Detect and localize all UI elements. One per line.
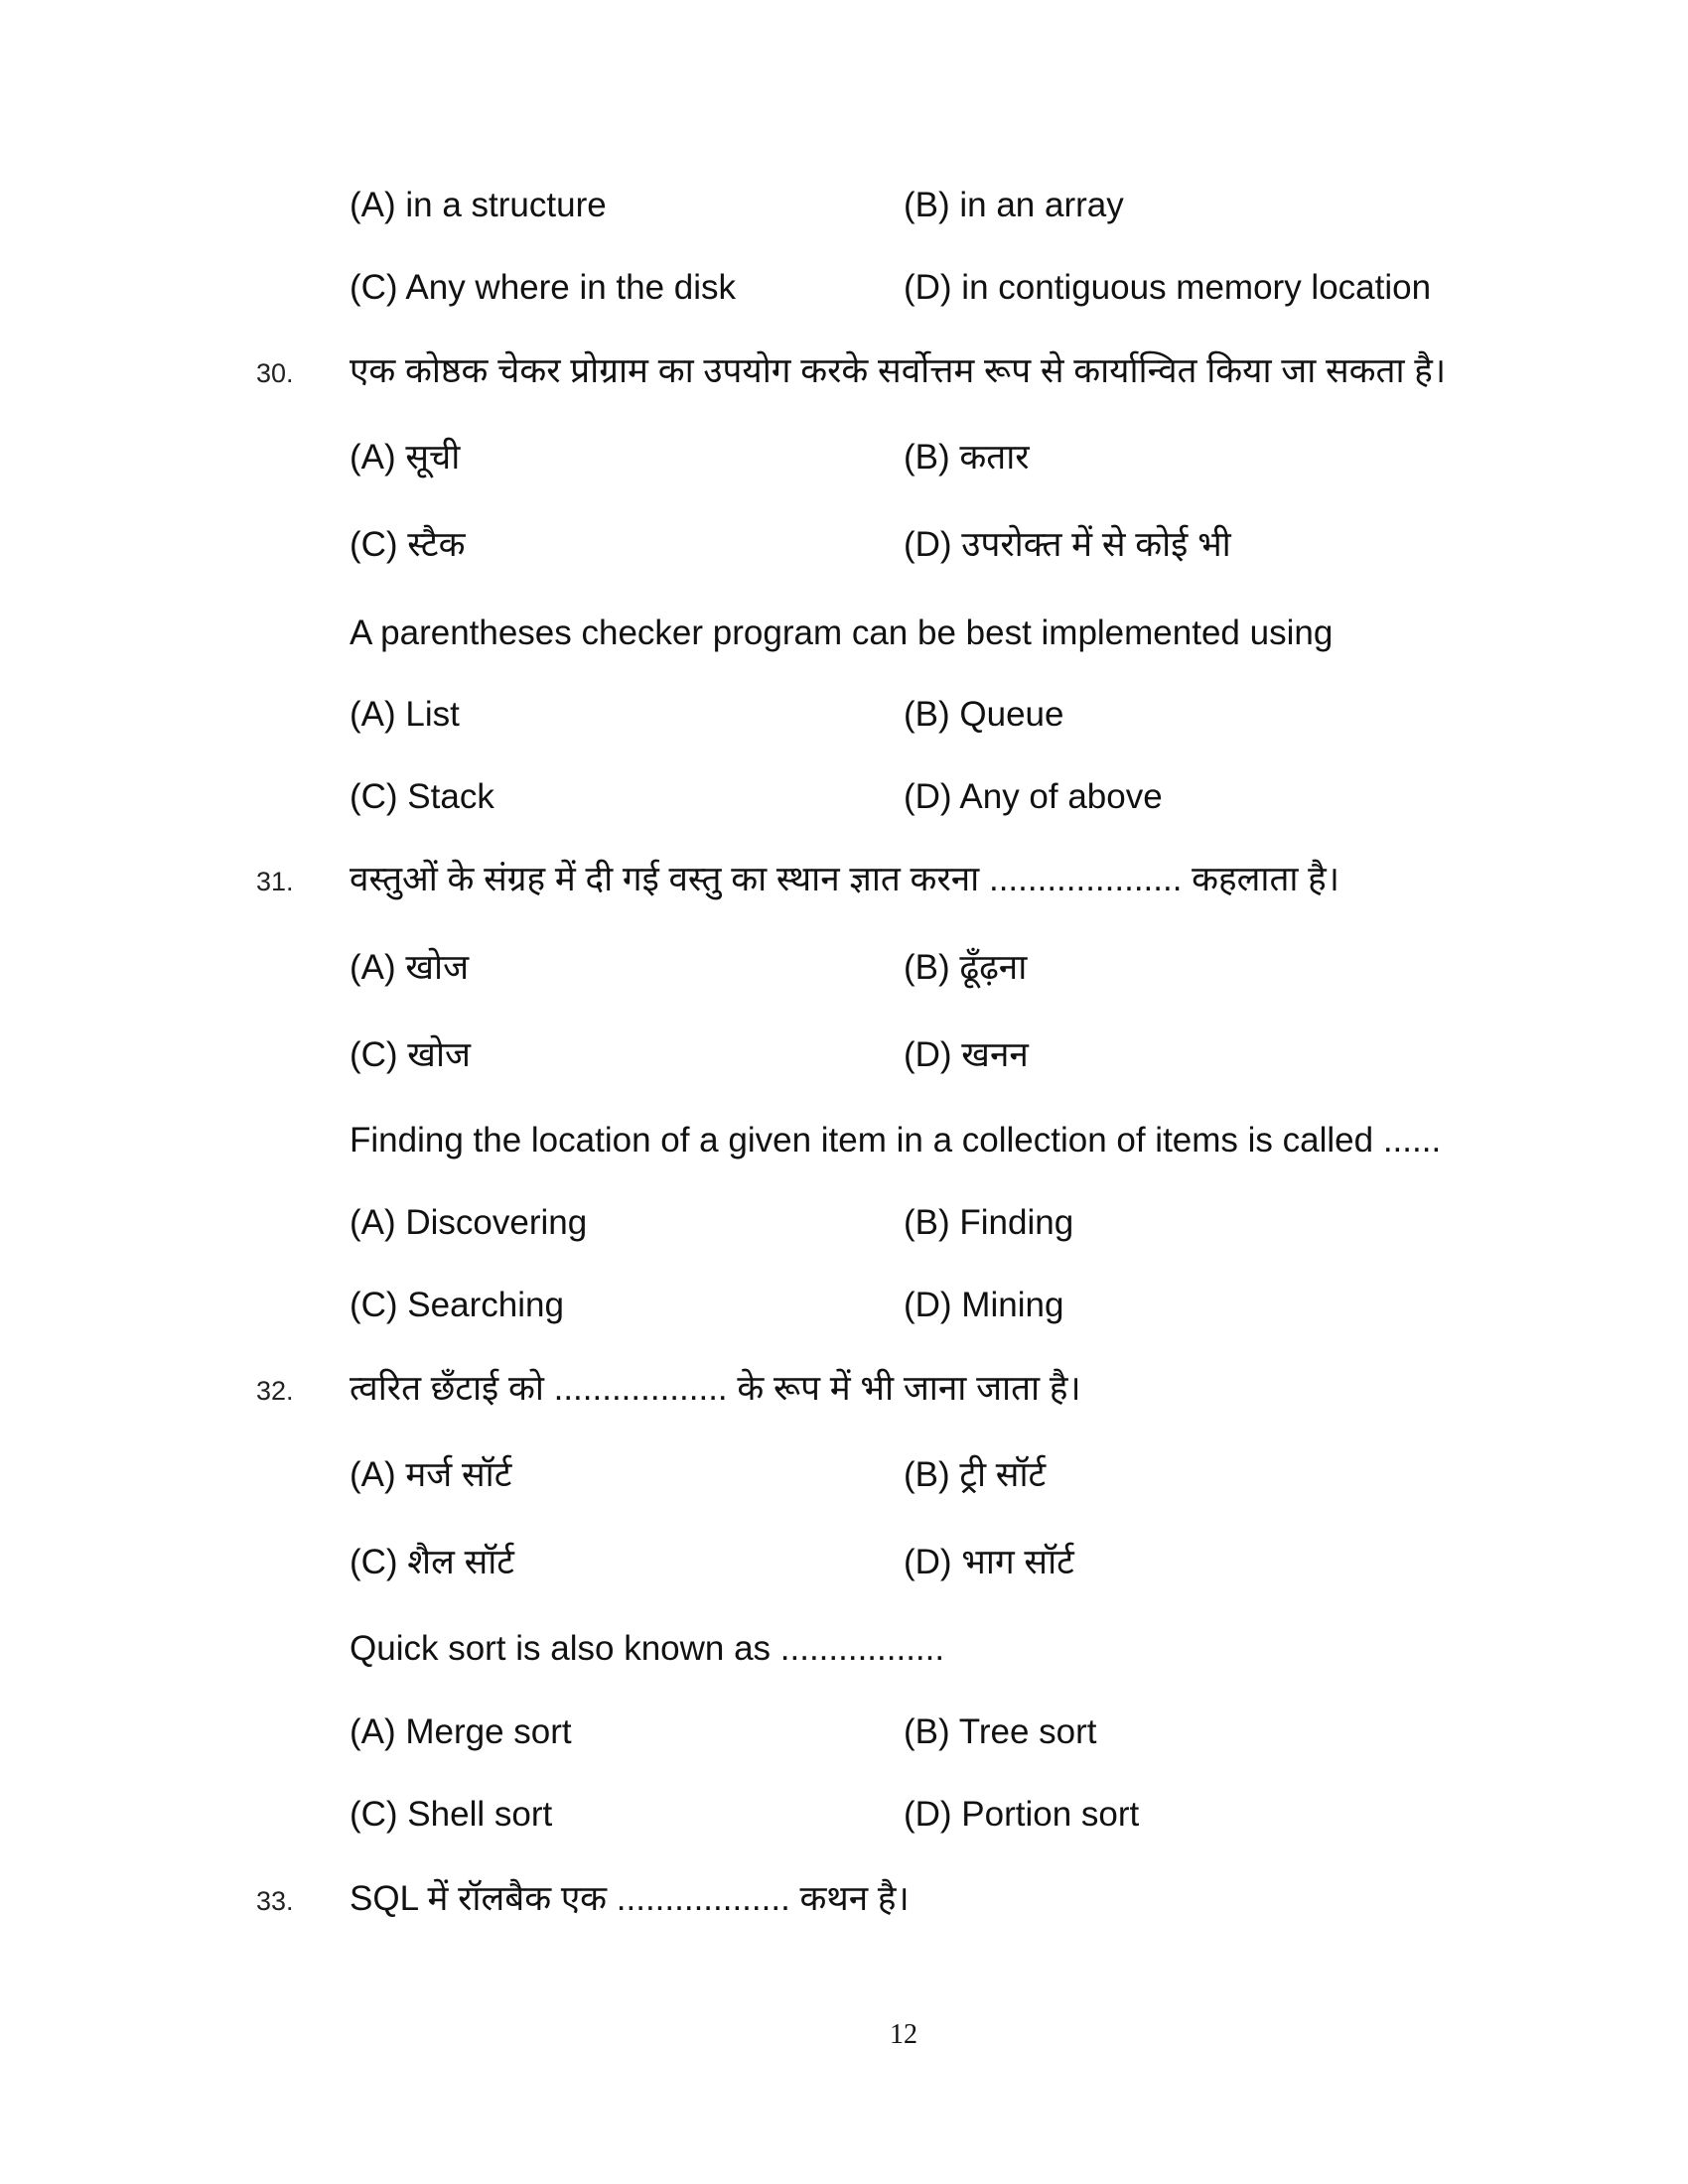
q31-hindi-option-c: (C) खोज <box>350 1035 471 1074</box>
q29-option-d: (D) in contiguous memory location <box>904 268 1432 307</box>
q31-english-option-b: (B) Finding <box>904 1203 1074 1242</box>
q32-number: 32. <box>256 1376 294 1406</box>
q30-hindi-option-a: (A) सूची <box>350 438 461 477</box>
q30-english-option-d: (D) Any of above <box>904 777 1163 816</box>
q30-hindi-option-b: (B) कतार <box>904 438 1030 477</box>
q30-english-option-a: (A) List <box>350 695 460 734</box>
q32-english-option-d: (D) Portion sort <box>904 1795 1140 1834</box>
q31-hindi-option-a: (A) खोज <box>350 948 470 987</box>
q30-hindi-stem: एक कोष्ठक चेकर प्रोग्राम का उपयोग करके सर्वोत्तम रूप से कार्यान्वित किया जा सकता है। <box>350 351 1447 390</box>
q31-english-option-a: (A) Discovering <box>350 1203 588 1242</box>
q30-hindi-option-d: (D) उपरोक्त में से कोई भी <box>904 525 1231 564</box>
q32-english-stem: Quick sort is also known as ................. <box>350 1629 945 1668</box>
q32-hindi-stem: त्वरित छँटाई को .................. के रूप में भी जाना जाता है। <box>350 1369 1081 1408</box>
q29-option-c: (C) Any where in the disk <box>350 268 737 307</box>
q31-hindi-stem: वस्तुओं के संग्रह में दी गई वस्तु का स्थान ज्ञात करना .................... कहलाता है। <box>350 860 1340 898</box>
q32-english-option-b: (B) Tree sort <box>904 1712 1097 1751</box>
q33-number: 33. <box>256 1886 294 1916</box>
q31-english-option-d: (D) Mining <box>904 1286 1064 1324</box>
q30-hindi-option-c: (C) स्टैक <box>350 525 466 564</box>
q32-hindi-option-b: (B) ट्री सॉर्ट <box>904 1455 1047 1494</box>
q31-english-option-c: (C) Searching <box>350 1286 564 1324</box>
q29-option-a: (A) in a structure <box>350 186 607 224</box>
q32-hindi-option-d: (D) भाग सॉर्ट <box>904 1543 1074 1581</box>
q33-hindi-stem: SQL में रॉलबैक एक .................. कथन है। <box>350 1879 910 1918</box>
q29-option-b: (B) in an array <box>904 186 1124 224</box>
q31-english-stem: Finding the location of a given item in a collection of items is called ...... <box>350 1121 1442 1160</box>
q31-number: 31. <box>256 867 294 896</box>
q30-english-option-c: (C) Stack <box>350 777 494 816</box>
q30-english-stem: A parentheses checker program can be best implemented using <box>350 614 1334 652</box>
q32-english-option-c: (C) Shell sort <box>350 1795 553 1834</box>
q31-hindi-option-d: (D) खनन <box>904 1035 1029 1074</box>
q30-number: 30. <box>256 358 294 388</box>
page-number: 12 <box>890 2019 917 2050</box>
q32-english-option-a: (A) Merge sort <box>350 1712 572 1751</box>
q32-hindi-option-a: (A) मर्ज सॉर्ट <box>350 1455 512 1494</box>
q30-english-option-b: (B) Queue <box>904 695 1064 734</box>
q32-hindi-option-c: (C) शैल सॉर्ट <box>350 1543 514 1581</box>
q31-hindi-option-b: (B) ढूँढ़ना <box>904 948 1028 987</box>
